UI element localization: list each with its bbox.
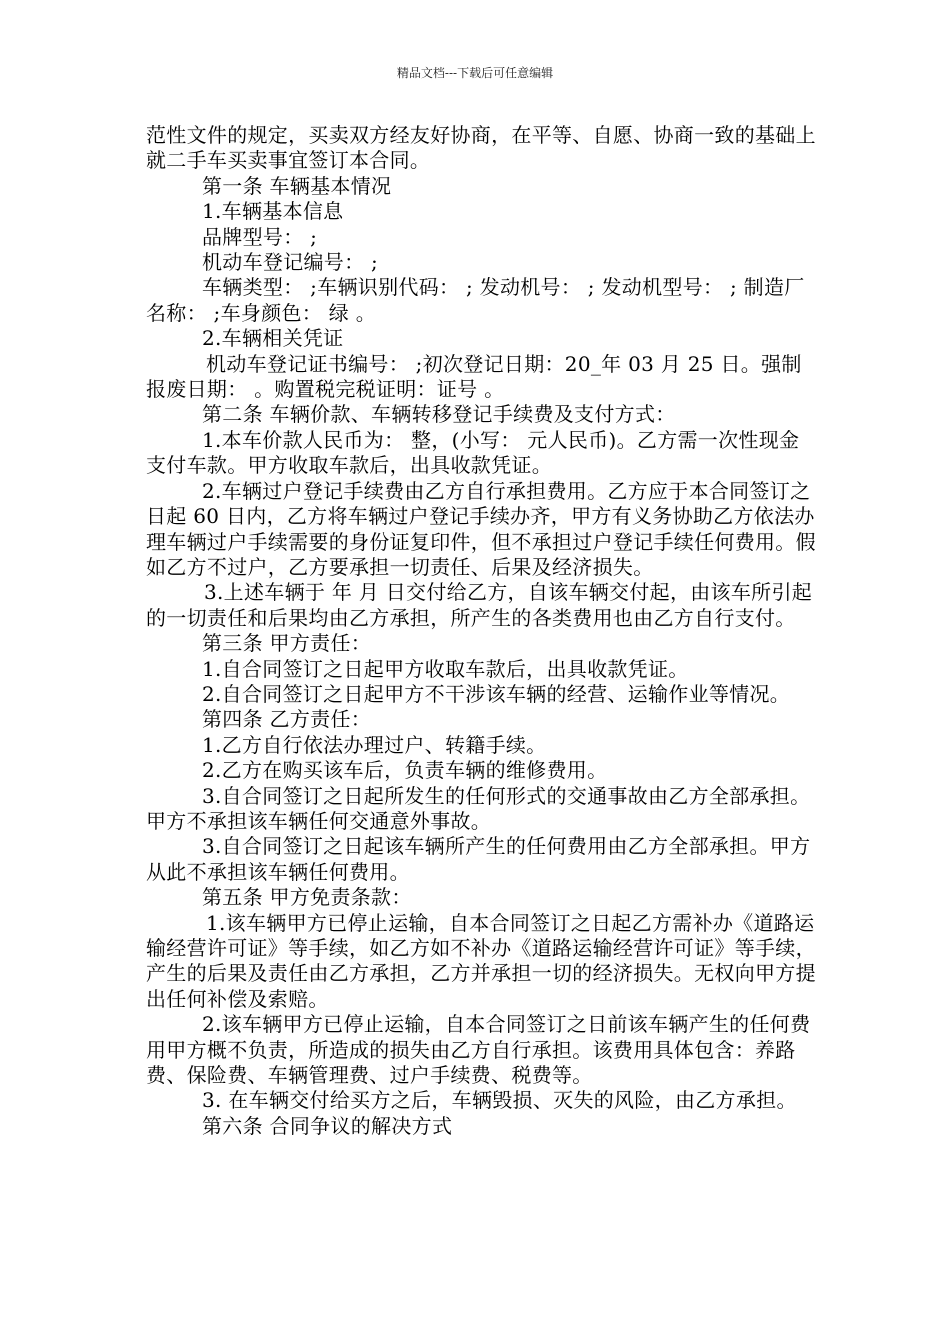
clause-paragraph: 1.该车辆甲方已停止运输，自本合同签订之日起乙方需补办《道路运输经营许可证》等手续，如乙方如不补办《道路运输经营许可证》等手续，产生的后果及责任由乙方承担，乙方并承担一切的经济损失。无权向甲方提出任何补偿及索赔。 <box>146 910 816 1011</box>
article-2-heading: 第二条 车辆价款、车辆转移登记手续费及支付方式： <box>202 402 676 427</box>
section-heading: 1.车辆基本信息 <box>202 199 344 224</box>
clause-paragraph: 3. 在车辆交付给买方之后，车辆毁损、灭失的风险，由乙方承担。 <box>202 1088 797 1113</box>
field-line: 品牌型号： ; <box>202 224 318 249</box>
clause-paragraph: 2.乙方在购买该车后，负责车辆的维修费用。 <box>202 758 608 783</box>
paragraph-intro: 范性文件的规定，买卖双方经友好协商，在平等、自愿、协商一致的基础上就二手车买卖事宜签订本合同。 <box>146 123 816 173</box>
document-body <box>146 123 816 1139</box>
page-header: 精品文档---下载后可任意编辑 <box>396 66 554 80</box>
article-6-heading: 第六条 合同争议的解决方式 <box>202 1113 453 1138</box>
clause-paragraph: 2.该车辆甲方已停止运输，自本合同签订之日前该车辆产生的任何费用甲方概不负责，所造成的损失由乙方自行承担。该费用具体包含：养路费、保险费、车辆管理费、过户手续费、税费等。 <box>146 1012 811 1088</box>
article-3-heading: 第三条 甲方责任： <box>202 631 372 656</box>
field-line: 车辆类型： ;车辆识别代码： ; 发动机号： ; 发动机型号： ; 制造厂名称： ;车身颜色： 绿 。 <box>146 275 805 325</box>
article-5-heading: 第五条 甲方免责条款： <box>202 885 412 910</box>
clause-paragraph: 3.上述车辆于 年 月 日交付给乙方，自该车辆交付起，由该车所引起的一切责任和后果均由乙方承担，所产生的各类费用也由乙方自行支付。 <box>146 580 813 630</box>
field-line: 机动车登记证书编号： ;初次登记日期：20_年 03 月 25 日。强制报废日期： 。购置税完税证明：证号 。 <box>146 351 802 402</box>
clause-paragraph: 3.自合同签订之日起所发生的任何形式的交通事故由乙方全部承担。甲方不承担该车辆任何交通意外事故。 <box>146 783 811 833</box>
clause-paragraph: 3.自合同签订之日起该车辆所产生的任何费用由乙方全部承担。甲方从此不承担该车辆任何费用。 <box>146 834 811 884</box>
clause-paragraph: 1.本车价款人民币为： 整，(小写： 元人民币)。乙方需一次性现金支付车款。甲方收取车款后，出具收款凭证。 <box>146 427 800 478</box>
clause-paragraph: 2.车辆过户登记手续费由乙方自行承担费用。乙方应于本合同签订之日起 60 日内，乙方将车辆过户登记手续办齐，甲方有义务协助乙方依法办理车辆过户手续需要的身份证复印件，但不承担过户登记手续任何费用。假如乙方不过户，乙方要承担一切责任、后果及经济损失。 <box>146 478 816 579</box>
clause-paragraph: 1.乙方自行依法办理过户、转籍手续。 <box>202 732 547 757</box>
field-line: 机动车登记编号： ; <box>202 250 379 275</box>
article-4-heading: 第四条 乙方责任： <box>202 707 372 732</box>
section-heading: 2.车辆相关凭证 <box>202 326 344 351</box>
clause-paragraph: 1.自合同签订之日起甲方收取车款后，出具收款凭证。 <box>202 656 689 681</box>
clause-paragraph: 2.自合同签订之日起甲方不干涉该车辆的经营、运输作业等情况。 <box>202 681 791 706</box>
article-1-heading: 第一条 车辆基本情况 <box>202 173 392 198</box>
